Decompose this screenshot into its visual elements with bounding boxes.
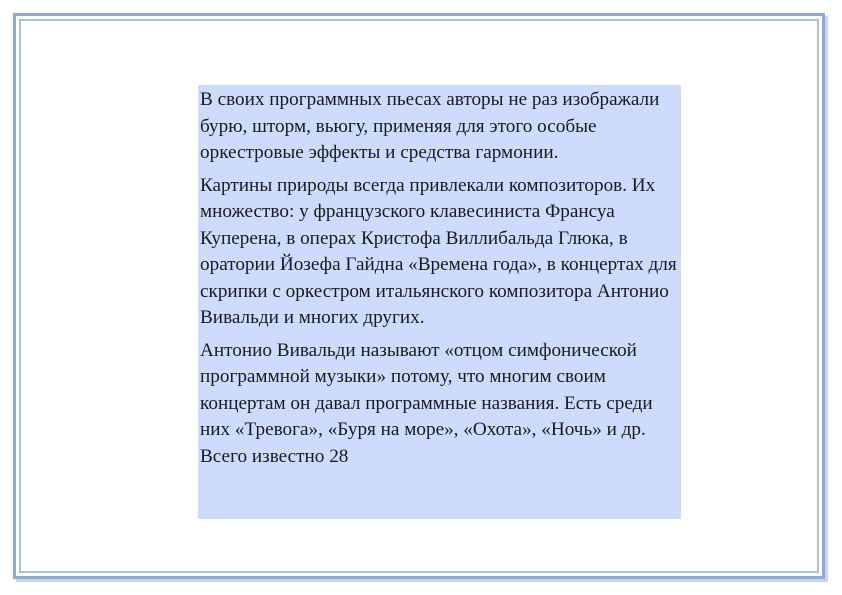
paragraph-1: В своих программных пьесах авторы не раз изображали бурю, шторм, вьюгу, применяя для этого особые оркестровые эффекты и средства гармонии. xyxy=(200,89,660,163)
text-box xyxy=(198,85,681,519)
paragraph-3: Антонио Вивальди называют «отцом симфонической программной музыки» потому, что многим своим концертам он давал программные названия. Есть среди них «Тревога», «Буря на море», «Охота», «Ночь» и др. Всего известно 28 xyxy=(200,339,653,467)
paragraph-2: Картины природы всегда привлекали композиторов. Их множество: у французского клавесиниста Франсуа Куперена, в операх Кристофа Виллибальда Глюка, в оратории Йозефа Гайдна «Времена года», в концертах для скрипки с оркестром итальянского композитора Антонио Вивальди и многих других. xyxy=(200,174,677,328)
